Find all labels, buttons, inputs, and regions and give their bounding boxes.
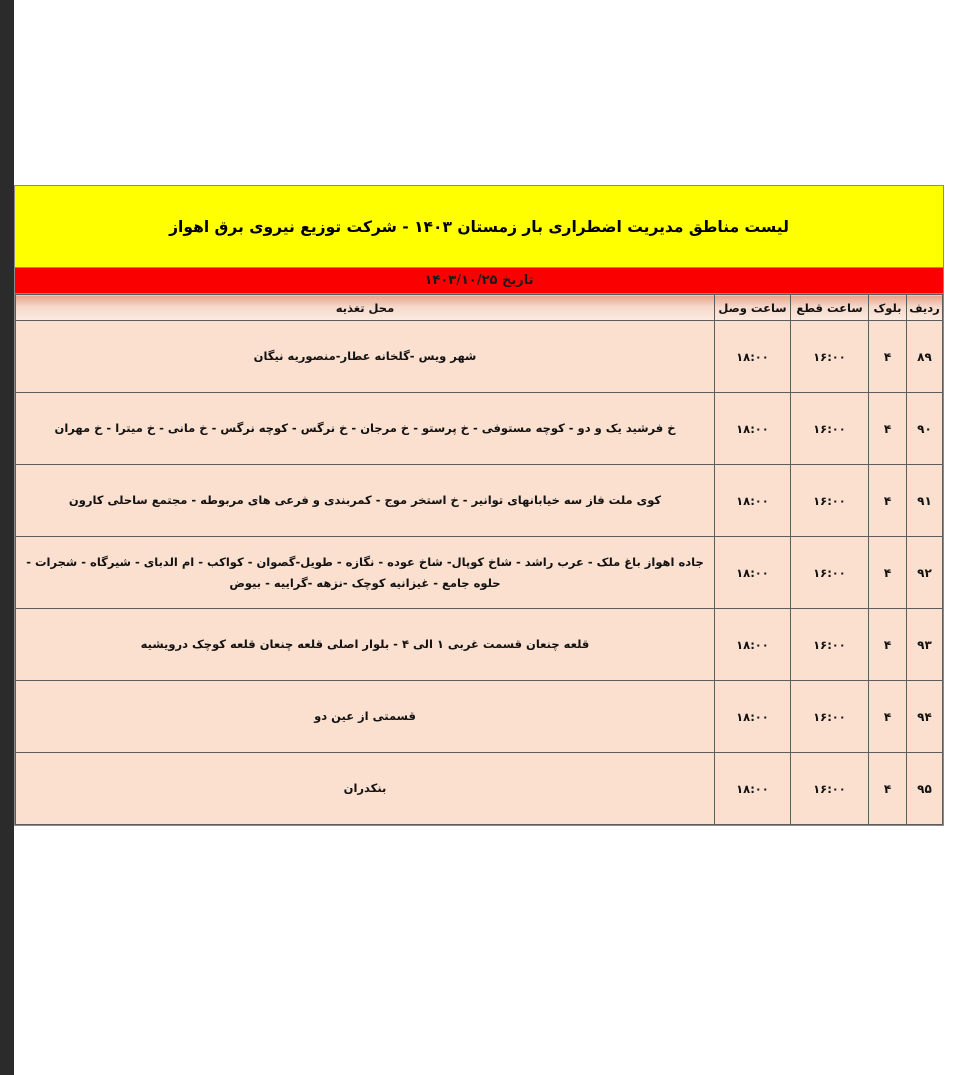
table-row bbox=[16, 753, 943, 825]
cell-feed-location: شهر ویس -گلخانه عطار-منصوریه نیگان bbox=[16, 321, 715, 393]
cell-radif: ۸۹ bbox=[907, 321, 943, 393]
cell-feed-location: بنکدران bbox=[16, 753, 715, 825]
cell-block: ۴ bbox=[869, 681, 907, 753]
cell-outage-time: ۱۶:۰۰ bbox=[791, 465, 869, 537]
cell-feed-location: خ فرشید یک و دو - کوچه مستوفی - خ پرستو - خ مرجان - خ نرگس - کوچه نرگس - خ مانی - خ میترا - خ مهران bbox=[16, 393, 715, 465]
table-header-row bbox=[16, 295, 943, 321]
table-row bbox=[16, 321, 943, 393]
column-header-radif: ردیف bbox=[907, 295, 943, 321]
page-title: لیست مناطق مدیریت اضطراری بار زمستان ۱۴۰۳ - شرکت توزیع نیروی برق اهواز bbox=[169, 217, 789, 236]
cell-restore-time: ۱۸:۰۰ bbox=[715, 753, 791, 825]
outage-schedule-sheet bbox=[14, 185, 944, 826]
cell-restore-time: ۱۸:۰۰ bbox=[715, 681, 791, 753]
document-date-bar bbox=[15, 268, 943, 294]
table-row bbox=[16, 681, 943, 753]
cell-outage-time: ۱۶:۰۰ bbox=[791, 681, 869, 753]
cell-restore-time: ۱۸:۰۰ bbox=[715, 609, 791, 681]
cell-outage-time: ۱۶:۰۰ bbox=[791, 753, 869, 825]
cell-feed-location: قلعه چنعان قسمت غربی ۱ الی ۴ - بلوار اصلی قلعه چنعان قلعه کوچک درویشیه bbox=[16, 609, 715, 681]
cell-feed-location: کوی ملت فاز سه خیابانهای توانیر - خ استخر موج - کمربندی و فرعی های مربوطه - مجتمع ساحلی کارون bbox=[16, 465, 715, 537]
cell-block: ۴ bbox=[869, 465, 907, 537]
cell-block: ۴ bbox=[869, 609, 907, 681]
cell-outage-time: ۱۶:۰۰ bbox=[791, 393, 869, 465]
cell-radif: ۹۵ bbox=[907, 753, 943, 825]
column-header-block: بلوک bbox=[869, 295, 907, 321]
cell-radif: ۹۲ bbox=[907, 537, 943, 609]
cell-restore-time: ۱۸:۰۰ bbox=[715, 537, 791, 609]
cell-block: ۴ bbox=[869, 321, 907, 393]
cell-feed-location: جاده اهواز باغ ملک - عرب راشد - شاخ کوپال- شاخ عوده - نگازه - طویل-گصوان - کواکب - ام الدبای - شیرگاه - شجرات - حلوه جامع - غیزانیه کوچک -نزهه -گراییه - بیوض bbox=[16, 537, 715, 609]
document-title-bar bbox=[15, 186, 943, 268]
cell-radif: ۹۳ bbox=[907, 609, 943, 681]
cell-radif: ۹۴ bbox=[907, 681, 943, 753]
cell-block: ۴ bbox=[869, 537, 907, 609]
table-row bbox=[16, 537, 943, 609]
table-row bbox=[16, 609, 943, 681]
cell-block: ۴ bbox=[869, 393, 907, 465]
table-header bbox=[16, 295, 943, 321]
cell-block: ۴ bbox=[869, 753, 907, 825]
outage-table bbox=[15, 294, 943, 825]
column-header-feed-location: محل تغذیه bbox=[16, 295, 715, 321]
cell-restore-time: ۱۸:۰۰ bbox=[715, 393, 791, 465]
column-header-restore-time: ساعت وصل bbox=[715, 295, 791, 321]
cell-outage-time: ۱۶:۰۰ bbox=[791, 537, 869, 609]
table-body bbox=[16, 321, 943, 825]
cell-restore-time: ۱۸:۰۰ bbox=[715, 321, 791, 393]
cell-outage-time: ۱۶:۰۰ bbox=[791, 321, 869, 393]
column-header-outage-time: ساعت قطع bbox=[791, 295, 869, 321]
cell-outage-time: ۱۶:۰۰ bbox=[791, 609, 869, 681]
cell-feed-location: قسمتی از عین دو bbox=[16, 681, 715, 753]
document-date: تاریخ ۱۴۰۳/۱۰/۲۵ bbox=[424, 273, 534, 288]
scan-edge-strip bbox=[0, 0, 14, 1075]
cell-restore-time: ۱۸:۰۰ bbox=[715, 465, 791, 537]
table-row bbox=[16, 393, 943, 465]
cell-radif: ۹۱ bbox=[907, 465, 943, 537]
table-row bbox=[16, 465, 943, 537]
cell-radif: ۹۰ bbox=[907, 393, 943, 465]
